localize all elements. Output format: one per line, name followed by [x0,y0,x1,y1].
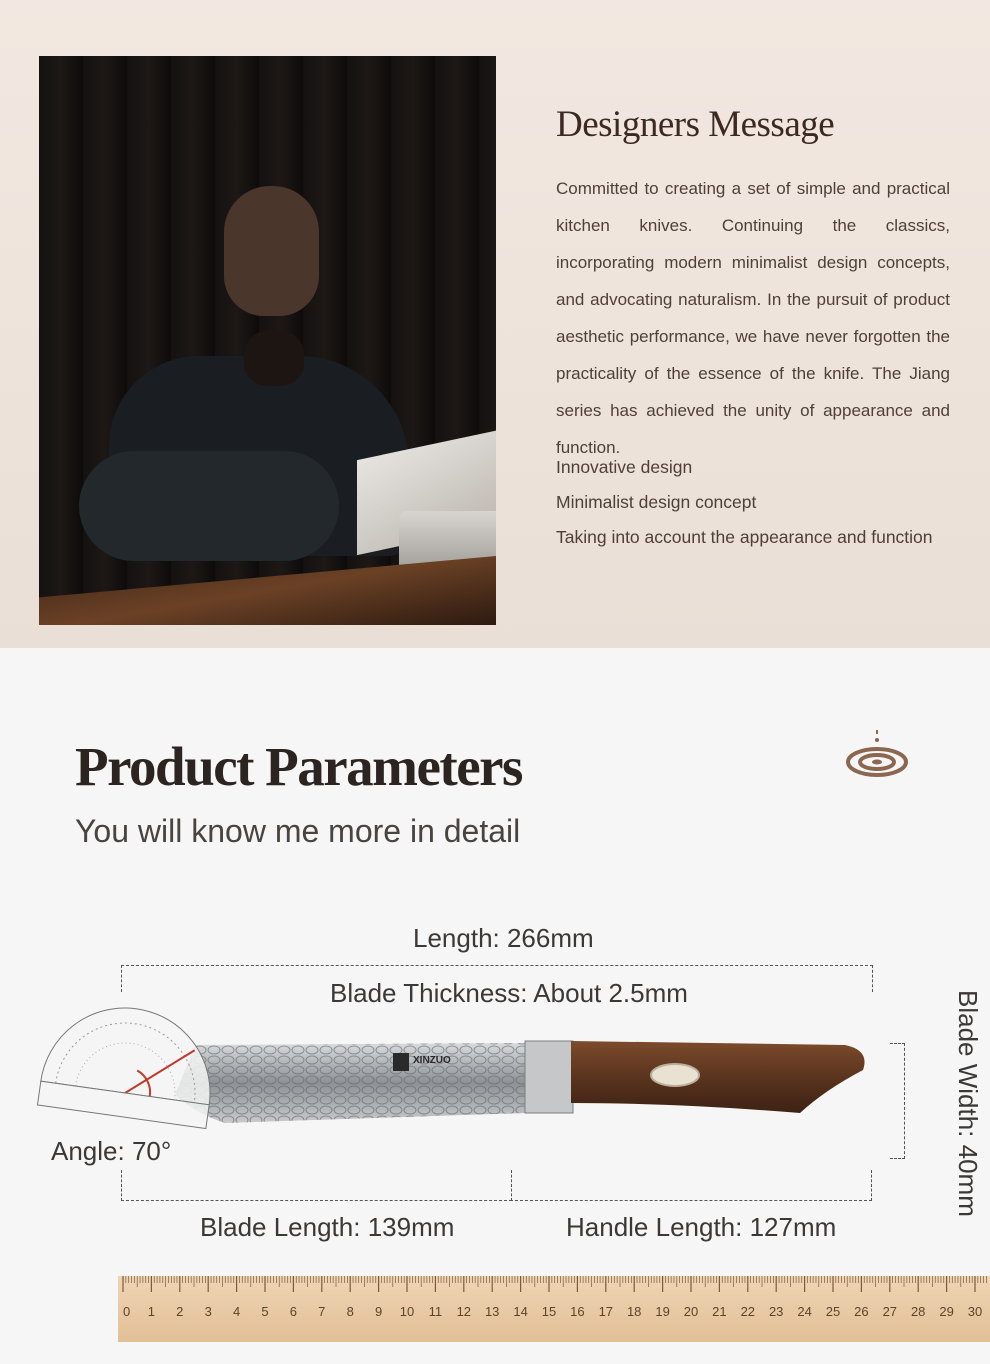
ruler-number: 17 [598,1304,614,1319]
ruler-number: 22 [740,1304,756,1319]
designer-bullet: Minimalist design concept [556,492,757,512]
designer-section [0,0,990,648]
designer-bullets [556,450,933,555]
length-label: Length: 266mm [413,923,594,953]
handle-length-dimension-line [510,1170,872,1201]
ruler-number: 5 [261,1304,269,1319]
ruler-number: 21 [712,1304,727,1319]
ruler-number: 7 [318,1304,326,1319]
designer-photo [39,56,496,625]
ruler-number: 1 [147,1304,156,1319]
ruler-number: 13 [484,1304,500,1319]
ruler-number: 12 [456,1304,472,1319]
ruler-number: 0 [123,1304,131,1319]
ruler-number: 30 [967,1304,983,1319]
thickness-label: Blade Thickness: About 2.5mm [330,978,688,1008]
blade-length-label: Blade Length: 139mm [200,1212,455,1242]
knife-brand: XINZUO [413,1055,451,1066]
ruler-number: 19 [655,1304,670,1319]
designer-bullet: Taking into account the appearance and function [556,527,933,547]
ruler [118,1276,990,1342]
ruler-number: 24 [797,1304,812,1319]
ruler-number: 29 [939,1304,954,1319]
designer-title: Designers Message [556,104,835,145]
ruler-number: 23 [768,1304,784,1319]
ruler-number: 4 [232,1304,241,1319]
ruler-number: 10 [399,1304,415,1319]
ruler-number: 27 [882,1304,898,1319]
parameters-title: Product Parameters [75,736,522,797]
ruler-number: 20 [683,1304,699,1319]
ruler-number: 6 [289,1304,298,1319]
angle-label: Angle: 70° [51,1136,172,1166]
blade-width-label: Blade Width: 40mm [953,990,983,1217]
ruler-number: 26 [854,1304,869,1319]
ruler-number: 28 [910,1304,926,1319]
designer-bullet: Innovative design [556,457,693,477]
handle-length-label: Handle Length: 127mm [566,1212,837,1242]
blade-width-dimension-line [890,1043,905,1159]
ruler-number: 14 [513,1304,528,1319]
ruler-number: 11 [428,1304,443,1319]
ruler-number: 8 [346,1304,354,1319]
water-ripple-icon [844,728,910,780]
ruler-number: 16 [570,1304,585,1319]
ruler-number: 3 [204,1304,212,1319]
ruler-number: 25 [825,1304,841,1319]
blade-length-dimension-line [121,1170,512,1201]
parameters-subtitle: You will know me more in detail [75,813,521,849]
ruler-number: 2 [176,1304,184,1319]
designer-paragraph: Committed to creating a set of simple and practical kitchen knives. Continuing the classics, incorporating modern minimalist design concepts, and advocating naturalism. In the pursuit of product aesthetic performance, we have never forgotten the practicality of the essence of the knife. The Jiang series has achieved the unity of appearance and function. [556,179,950,457]
ruler-number: 9 [374,1304,383,1319]
ruler-number: 18 [626,1304,642,1319]
ruler-number: 15 [541,1304,557,1319]
